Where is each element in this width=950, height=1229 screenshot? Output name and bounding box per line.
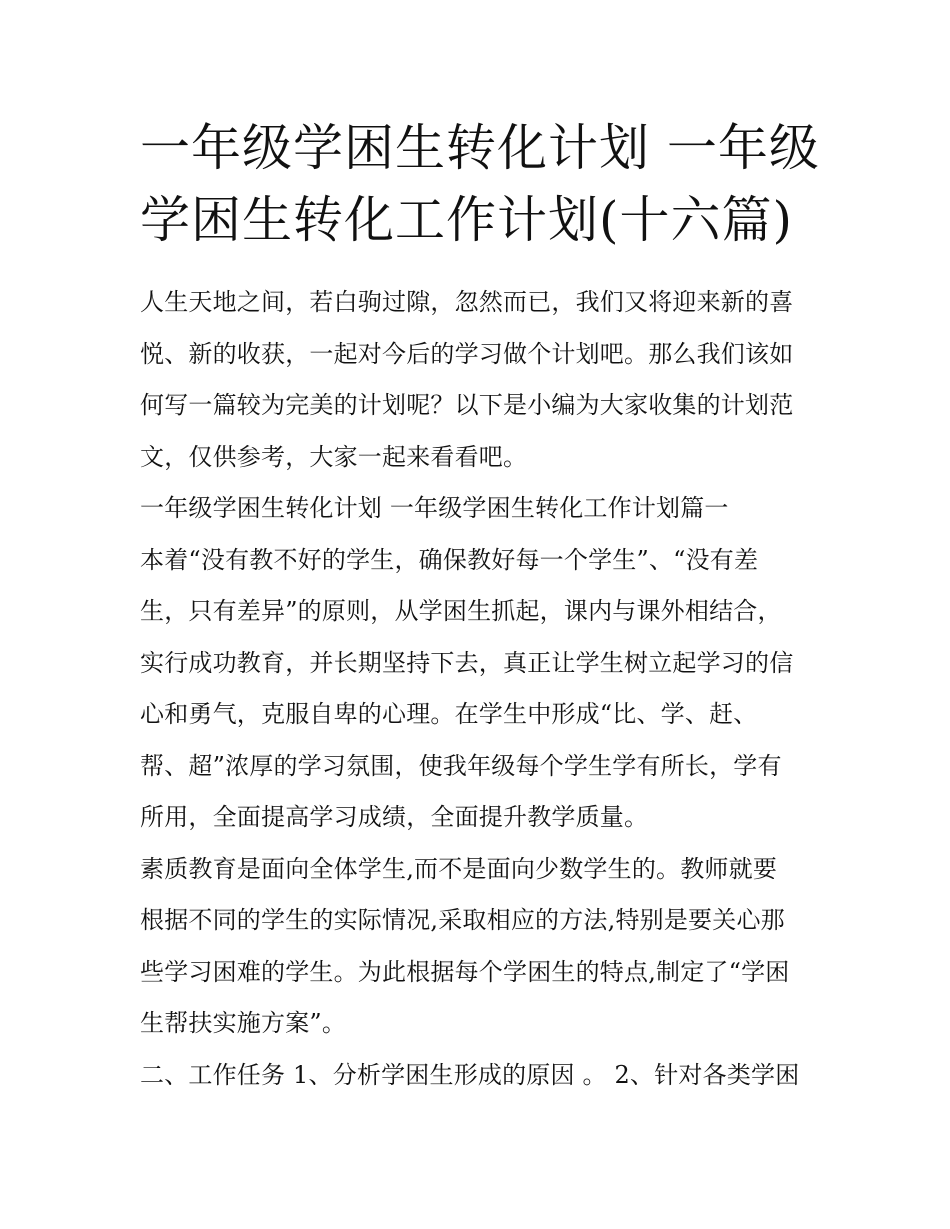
- paragraph-line: 本着“没有教不好的学生，确保教好每一个学生”、“没有差: [140, 545, 759, 574]
- title-line: 学困生转化工作计划(十六篇): [140, 191, 794, 249]
- paragraph-line: 心和勇气，克服自卑的心理。在学生中形成“比、学、赶、: [140, 700, 758, 728]
- paragraph-line: 实行成功教育，并长期坚持下去，真正让学生树立起学习的信: [140, 648, 794, 677]
- paragraph-line: 所用，全面提高学习成绩，全面提升教学质量。: [140, 803, 649, 831]
- intro-paragraph-line: 悦、新的收获，一起对今后的学习做个计划吧。那么我们该如: [140, 339, 794, 368]
- paragraph-line: 素质教育是面向全体学生,而不是面向少数学生的。教师就要: [140, 854, 778, 883]
- paragraph-line: 二、工作任务 1、分析学困生形成的原因 。 2、针对各类学困: [140, 1060, 800, 1089]
- document-title: [140, 112, 820, 256]
- intro-paragraph-line: 文，仅供参考，大家一起来看看吧。: [140, 442, 528, 471]
- intro-paragraph-line: 何写一篇较为完美的计划呢？以下是小编为大家收集的计划范: [140, 391, 794, 419]
- paragraph-line: 生帮扶实施方案”。: [140, 1009, 347, 1037]
- title-line: 一年级学困生转化计划 一年级: [140, 119, 820, 177]
- paragraph-line: 根据不同的学生的实际情况,采取相应的方法,特别是要关心那: [140, 906, 785, 934]
- paragraph-line: 帮、超”浓厚的学习氛围，使我年级每个学生学有所长，学有: [140, 751, 782, 780]
- paragraph-line: 些学习困难的学生。为此根据每个学困生的特点,制定了“学困: [140, 957, 790, 986]
- section-heading: 一年级学困生转化计划 一年级学困生转化工作计划篇一: [140, 494, 729, 522]
- paragraph-line: 生，只有差异”的原则，从学困生抓起，课内与课外相结合，: [140, 597, 782, 625]
- intro-paragraph-line: 人生天地之间，若白驹过隙，忽然而已，我们又将迎来新的喜: [140, 288, 794, 316]
- document-body: [140, 277, 820, 1101]
